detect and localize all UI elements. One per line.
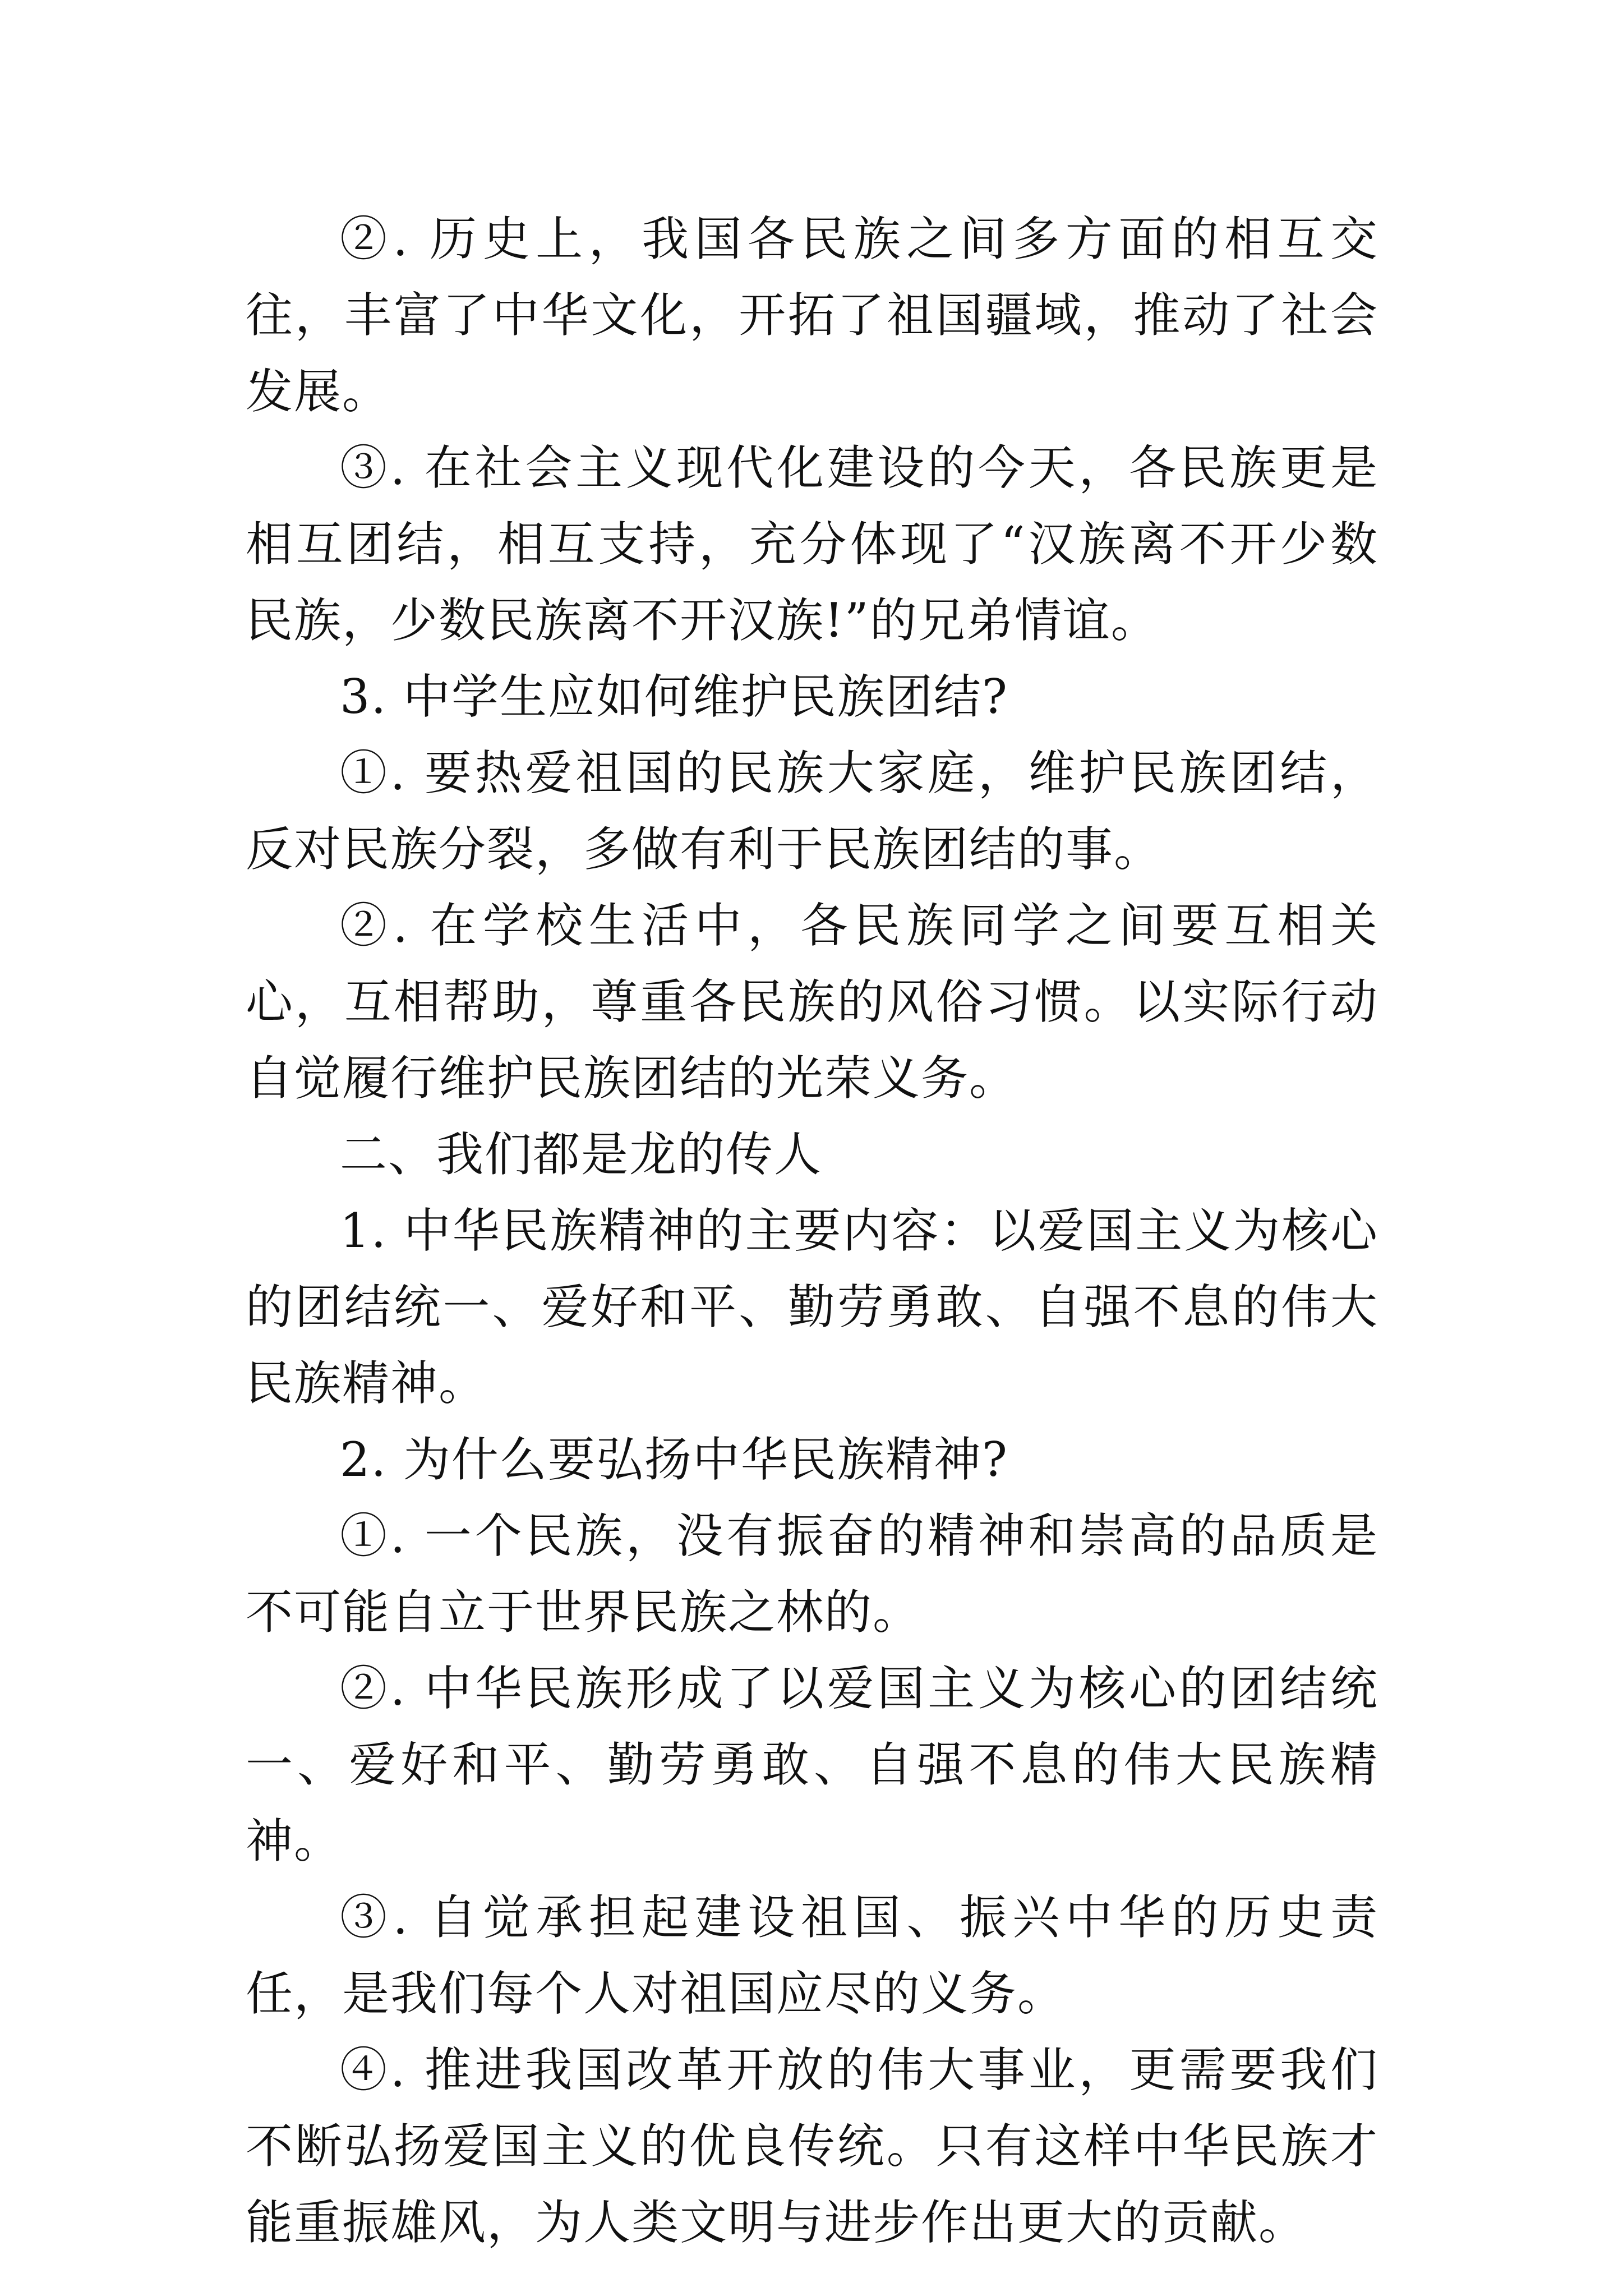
paragraph-9: ④. 推进我国改革开放的伟大事业，更需要我们不断弘扬爱国主义的优良传统。只有这样中华民族才能重振雄风，为人类文明与进步作出更大的贡献。 bbox=[246, 2042, 1378, 2250]
paragraph-3: ①. 要热爱祖国的民族大家庭，维护民族团结，反对民族分裂，多做有利于民族团结的事。 bbox=[246, 746, 1378, 877]
section-heading-2: 二、我们都是龙的传人 bbox=[340, 1127, 823, 1182]
paragraph-2: ③. 在社会主义现代化建设的今天，各民族更是相互团结，相互支持，充分体现了“汉族离不开少数民族，少数民族离不开汉族!”的兄弟情谊。 bbox=[246, 440, 1378, 648]
paragraph-4: ②. 在学校生活中，各民族同学之间要互相关心，互相帮助，尊重各民族的风俗习惯。以实际行动自觉履行维护民族团结的光荣义务。 bbox=[246, 898, 1378, 1106]
paragraph-7: ②. 中华民族形成了以爱国主义为核心的团结统一、爱好和平、勤劳勇敢、自强不息的伟大民族精神。 bbox=[246, 1661, 1378, 1869]
question-heading-2: 2. 为什么要弘扬中华民族精神? bbox=[340, 1432, 1008, 1487]
question-heading-3: 3. 中学生应如何维护民族团结? bbox=[340, 669, 1008, 724]
paragraph-5: 1. 中华民族精神的主要内容：以爱国主义为核心的团结统一、爱好和平、勤劳勇敢、自强不息的伟大民族精神。 bbox=[246, 1203, 1378, 1411]
paragraph-8: ③. 自觉承担起建设祖国、振兴中华的历史责任，是我们每个人对祖国应尽的义务。 bbox=[246, 1890, 1378, 2021]
paragraph-1: ②. 历史上，我国各民族之间多方面的相互交往，丰富了中华文化，开拓了祖国疆域，推动了社会发展。 bbox=[246, 211, 1378, 419]
paragraph-6: ①. 一个民族，没有振奋的精神和崇高的品质是不可能自立于世界民族之林的。 bbox=[246, 1508, 1378, 1640]
document-body bbox=[246, 201, 1378, 2261]
